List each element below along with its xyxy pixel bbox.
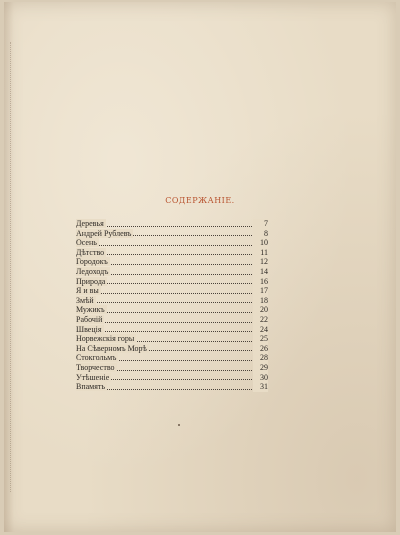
toc-entry-title: Я и вы — [76, 286, 99, 296]
toc-entry — [76, 363, 268, 373]
toc-entry — [76, 334, 268, 344]
toc-entry-title: Дѣтство — [76, 247, 105, 257]
toc-entry-page: 25 — [253, 334, 268, 344]
toc-entry-title: Мужикъ — [76, 305, 105, 315]
toc-entry-title: Андрей Рублевъ — [76, 228, 132, 238]
toc-entry-page: 22 — [253, 315, 268, 325]
toc-entry — [76, 373, 268, 383]
toc-entry-title: Норвежскія горы — [76, 334, 135, 344]
toc-entry-page: 30 — [253, 373, 268, 383]
toc-entry-page: 28 — [253, 353, 268, 363]
toc-entry-title: Впамять — [76, 382, 106, 392]
toc-entry-page: 31 — [253, 382, 268, 392]
toc-entry-page: 12 — [253, 257, 268, 267]
toc-entry-title: Швеція — [76, 324, 102, 334]
toc-entry — [76, 344, 268, 354]
toc-entry-page: 14 — [253, 267, 268, 277]
toc-entry-title: На Сѣверномъ Морѣ — [76, 343, 147, 353]
toc-entry — [76, 325, 268, 335]
toc-entry-page: 16 — [253, 277, 268, 287]
toc-entry — [76, 248, 268, 258]
toc-entry-page: 24 — [253, 325, 268, 335]
toc-entry-title: Змѣй — [76, 295, 94, 305]
dot-leader — [76, 293, 252, 294]
toc-entry — [76, 286, 268, 296]
toc-entry — [76, 219, 268, 229]
toc-entry — [76, 305, 268, 315]
toc-entry-title: Утѣшеніе — [76, 372, 110, 382]
toc-entry-title: Стокгольмъ — [76, 353, 117, 363]
toc-entry — [76, 382, 268, 392]
toc-entry — [76, 315, 268, 325]
toc-entry — [76, 353, 268, 363]
toc-entry-title: Городокъ — [76, 257, 108, 267]
toc-entry — [76, 277, 268, 287]
toc-entry-page: 11 — [253, 248, 268, 258]
toc-entry — [76, 267, 268, 277]
toc-entry-title: Природа — [76, 276, 106, 286]
toc-heading: СОДЕРЖАНІЕ. — [165, 196, 235, 205]
toc-entry-page: 7 — [253, 219, 268, 229]
toc-entry-page: 29 — [253, 363, 268, 373]
dot-leader — [76, 245, 252, 246]
binding-stitches — [10, 42, 15, 492]
toc-entry — [76, 238, 268, 248]
toc-entry-page: 26 — [253, 344, 268, 354]
toc-entry-title: Осень — [76, 238, 97, 248]
dot-leader — [76, 302, 252, 303]
table-of-contents — [76, 219, 268, 392]
toc-entry-page: 8 — [253, 229, 268, 239]
toc-entry-title: Ледоходъ — [76, 266, 109, 276]
toc-entry-title: Творчество — [76, 362, 115, 372]
toc-entry-page: 18 — [253, 296, 268, 306]
toc-entry — [76, 229, 268, 239]
toc-entry-title: Рабочій — [76, 314, 103, 324]
toc-entry-page: 10 — [253, 238, 268, 248]
toc-entry-page: 20 — [253, 305, 268, 315]
paper-speck — [178, 424, 180, 426]
toc-entry — [76, 257, 268, 267]
toc-entry-page: 17 — [253, 286, 268, 296]
toc-entry — [76, 296, 268, 306]
toc-entry-title: Деревья — [76, 219, 104, 228]
